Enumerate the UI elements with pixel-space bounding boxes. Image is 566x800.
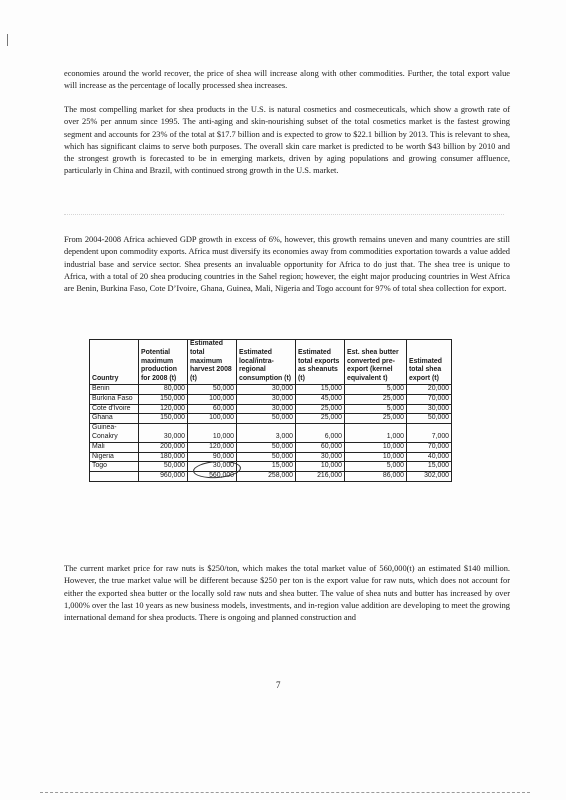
cell-consumption: 30,000 bbox=[237, 404, 296, 414]
cell-potential: 150,000 bbox=[139, 414, 188, 424]
table-row bbox=[90, 452, 452, 462]
paragraph-africa-gdp-shea: From 2004-2008 Africa achieved GDP growth in excess of 6%, however, this growth remains uneven and many countries are still dependent upon commodity exports. Africa must diversify its economies away from commodities exportation towards a value added industrial base and service sector. Shea presents an invaluable opportunity for Africa to do just that. The shea tree is unique to Africa, with a total of 20 shea producing countries in the Sahel region; however, the eight major producing countries in West Africa are Benin, Burkina Faso, Cote D’Ivoire, Ghana, Guinea, Mali, Nigeria and Togo account for 97% of total shea collection for export. bbox=[64, 235, 510, 294]
cell-butter: 5,000 bbox=[345, 462, 407, 472]
cell-consumption: 50,000 bbox=[237, 452, 296, 462]
cell-exports: 45,000 bbox=[296, 394, 345, 404]
paragraph-raw-nut-market-value: The current market price for raw nuts is $250/ton, which makes the total market value of 560,000(t) an estimated $140 million. However, the true market value will be different because $250 per ton is the export value for raw nuts, which does not account for either the exported shea butter or the locally sold raw nuts and shea butter. The value of shea nuts and butter has increased by over 1,000% over the last 10 years as new business models, investments, and in-region value addition are developing to meet the growing international demand for shea products. There is ongoing and planned construction and bbox=[64, 564, 510, 623]
cell-potential: 180,000 bbox=[139, 452, 188, 462]
cell-exports: 15,000 bbox=[296, 384, 345, 394]
scan-margin-mark bbox=[7, 34, 8, 46]
cell-total-export: 302,000 bbox=[407, 472, 452, 482]
scan-artifact-line bbox=[64, 214, 504, 218]
cell-country: Ghana bbox=[90, 414, 139, 424]
cell-exports: 30,000 bbox=[296, 452, 345, 462]
header-butter-converted: Est. shea butter converted pre-export (kernel equivalent t) bbox=[345, 340, 407, 385]
cell-harvest: 50,000 bbox=[188, 384, 237, 394]
table-row bbox=[90, 414, 452, 424]
cell-butter: 10,000 bbox=[345, 442, 407, 452]
cell-exports: 25,000 bbox=[296, 404, 345, 414]
cell-potential: 30,000 bbox=[139, 424, 188, 443]
cell-butter: 10,000 bbox=[345, 452, 407, 462]
table-total-row bbox=[90, 472, 452, 482]
cell-harvest: 100,000 bbox=[188, 394, 237, 404]
header-sheanut-exports: Estimated total exports as sheanuts (t) bbox=[296, 340, 345, 385]
cell-total-export: 15,000 bbox=[407, 462, 452, 472]
cell-total-export: 30,000 bbox=[407, 404, 452, 414]
header-maximum-harvest: Estimated total maximum harvest 2008 (t) bbox=[188, 340, 237, 385]
cell-country: Mali bbox=[90, 442, 139, 452]
cell-exports: 6,000 bbox=[296, 424, 345, 443]
cell-exports: 60,000 bbox=[296, 442, 345, 452]
cell-country: Nigeria bbox=[90, 452, 139, 462]
cell-total-export: 50,000 bbox=[407, 414, 452, 424]
cell-potential: 80,000 bbox=[139, 384, 188, 394]
cell-harvest: 30,000 bbox=[188, 462, 237, 472]
table-row bbox=[90, 404, 452, 414]
paragraph-shea-price-outlook: economies around the world recover, the price of shea will increase along with other commodities. Further, the total export value will increase as the percentage of locally processed shea increases. bbox=[64, 69, 510, 91]
cell-consumption: 258,000 bbox=[237, 472, 296, 482]
cell-potential: 50,000 bbox=[139, 462, 188, 472]
cell-consumption: 50,000 bbox=[237, 442, 296, 452]
table-row bbox=[90, 424, 452, 443]
cell-total-export: 40,000 bbox=[407, 452, 452, 462]
cell-country bbox=[90, 472, 139, 482]
cell-country: Togo bbox=[90, 462, 139, 472]
cell-total-export: 70,000 bbox=[407, 442, 452, 452]
cell-consumption: 15,000 bbox=[237, 462, 296, 472]
cell-butter: 1,000 bbox=[345, 424, 407, 443]
cell-country: Guinea-Conakry bbox=[90, 424, 139, 443]
cell-potential: 960,000 bbox=[139, 472, 188, 482]
cell-harvest: 120,000 bbox=[188, 442, 237, 452]
table-row bbox=[90, 394, 452, 404]
cell-total-export: 20,000 bbox=[407, 384, 452, 394]
cell-consumption: 30,000 bbox=[237, 394, 296, 404]
cell-country: Burkina Faso bbox=[90, 394, 139, 404]
cell-potential: 150,000 bbox=[139, 394, 188, 404]
cell-country: Benin bbox=[90, 384, 139, 394]
cell-exports: 216,000 bbox=[296, 472, 345, 482]
cell-consumption: 30,000 bbox=[237, 384, 296, 394]
table-row bbox=[90, 442, 452, 452]
cell-total-export: 7,000 bbox=[407, 424, 452, 443]
cell-butter: 5,000 bbox=[345, 384, 407, 394]
cell-exports: 25,000 bbox=[296, 414, 345, 424]
page-number: 7 bbox=[276, 680, 281, 690]
shea-production-table bbox=[89, 339, 452, 482]
cell-harvest: 10,000 bbox=[188, 424, 237, 443]
cell-consumption: 3,000 bbox=[237, 424, 296, 443]
header-total-shea-export: Estimated total shea export (t) bbox=[407, 340, 452, 385]
cell-butter: 86,000 bbox=[345, 472, 407, 482]
header-potential-production: Potential maximum production for 2008 (t) bbox=[139, 340, 188, 385]
cell-exports: 10,000 bbox=[296, 462, 345, 472]
cell-potential: 200,000 bbox=[139, 442, 188, 452]
cell-consumption: 50,000 bbox=[237, 414, 296, 424]
cell-butter: 5,000 bbox=[345, 404, 407, 414]
cell-harvest: 60,000 bbox=[188, 404, 237, 414]
cell-harvest: 100,000 bbox=[188, 414, 237, 424]
table-row bbox=[90, 384, 452, 394]
table-header-row bbox=[90, 340, 452, 385]
paragraph-us-cosmetics-market: The most compelling market for shea products in the U.S. is natural cosmetics and cosmeceuticals, which show a growth rate of over 25% per annum since 1995. The anti-aging and skin-nourishing subset of the total cosmetics market is the fastest growing segment and accounts for 23% of the total at $17.7 billion and is expected to grow to $22.1 billion by 2013. This is relevant to shea, which has significant claims to serve both purposes. The overall skin care market is predicted to be worth $43 billion by 2010 and the strongest growth is forecasted to be in emerging markets, driven by aging populations and growing consumer affluence, particularly in China and Brazil, with continued strong growth in the U.S. market. bbox=[64, 105, 510, 176]
cell-butter: 25,000 bbox=[345, 414, 407, 424]
cell-country: Cote d'Ivoire bbox=[90, 404, 139, 414]
cell-harvest: 90,000 bbox=[188, 452, 237, 462]
header-country: Country bbox=[90, 340, 139, 385]
header-regional-consumption: Estimated local/intra-regional consumption (t) bbox=[237, 340, 296, 385]
cell-total-export: 70,000 bbox=[407, 394, 452, 404]
cell-butter: 25,000 bbox=[345, 394, 407, 404]
cell-harvest: 560,000 bbox=[188, 472, 237, 482]
cell-potential: 120,000 bbox=[139, 404, 188, 414]
table-row bbox=[90, 462, 452, 472]
scan-bottom-edge bbox=[40, 792, 530, 793]
